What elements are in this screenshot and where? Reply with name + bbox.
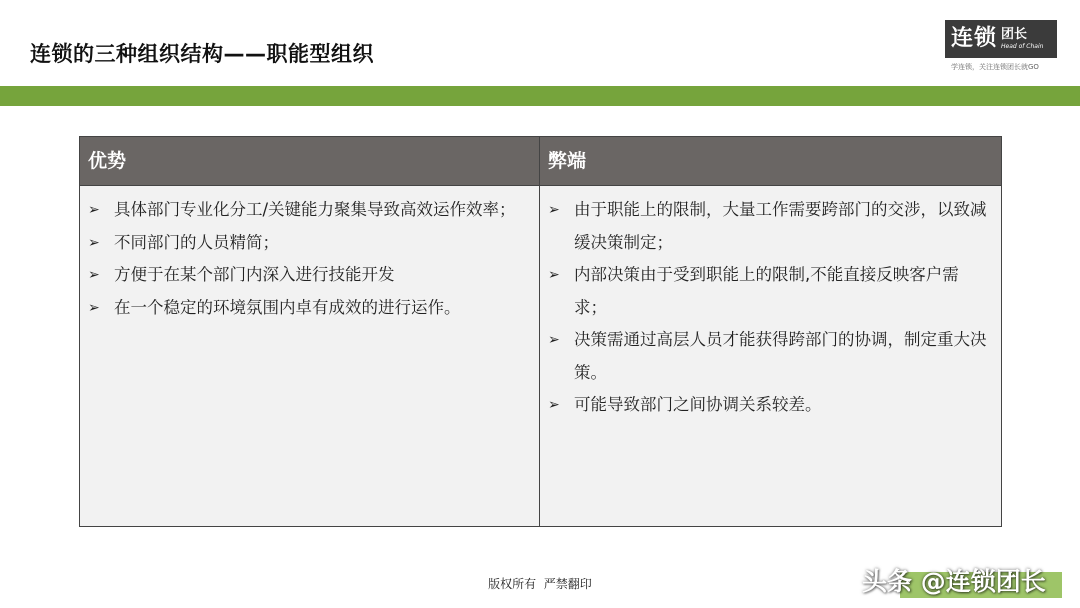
disadvantage-text: 可能导致部门之间协调关系较差。 [574,395,822,414]
slide-title: 连锁的三种组织结构——职能型组织 [30,42,374,66]
header-disadvantages: 弊端 [548,150,587,172]
advantage-text: 具体部门专业化分工/关键能力聚集导致高效运作效率； [114,200,516,219]
disadvantage-text: 决策需通过高层人员才能获得跨部门的协调，制定重大决策。 [574,330,987,382]
bullet-arrow-icon: ➢ [548,202,560,218]
list-item [548,324,991,389]
header-divider-bar [0,86,1080,106]
list-item [88,292,529,325]
logo-slogan: 学连锁，关注连锁团长就GO [951,63,1039,71]
list-item [548,259,991,324]
bullet-arrow-icon: ➢ [88,202,100,218]
disadvantage-text: 由于职能上的限制，大量工作需要跨部门的交涉，以致减缓决策制定； [574,200,987,252]
table-body-row [80,186,1001,526]
advantage-text: 不同部门的人员精简； [114,232,279,252]
copyright-footer: 版权所有 严禁翻印 [488,577,592,591]
bullet-arrow-icon: ➢ [548,397,560,413]
list-item [88,259,529,292]
bullet-arrow-icon: ➢ [88,267,100,283]
bullet-arrow-icon: ➢ [88,299,100,316]
disadvantages-column [540,186,1001,526]
advantages-column [80,186,540,526]
bullet-arrow-icon: ➢ [548,332,560,348]
list-item [88,227,529,260]
logo-sub-text: 团长 [1001,27,1028,42]
header-advantages: 优势 [80,137,540,185]
comparison-table [79,136,1002,527]
brand-logo [945,20,1057,58]
advantage-text: 在一个稳定的环境氛围内卓有成效的进行运作。 [114,297,461,317]
bullet-arrow-icon: ➢ [88,234,100,251]
list-item [548,389,991,422]
disadvantage-text: 内部决策由于受到职能上的限制,不能直接反映客户需求； [574,265,959,317]
logo-english-text: Head of Chain [1001,43,1044,50]
table-header-row [80,137,1001,186]
advantage-text: 方便于在某个部门内深入进行技能开发 [114,265,395,284]
logo-right [1001,28,1043,50]
list-item [548,194,991,259]
bullet-arrow-icon: ➢ [548,267,560,283]
watermark: 头条 @连锁团长 [862,567,1046,596]
list-item [88,194,529,227]
logo-main-text: 连锁 [951,26,998,51]
